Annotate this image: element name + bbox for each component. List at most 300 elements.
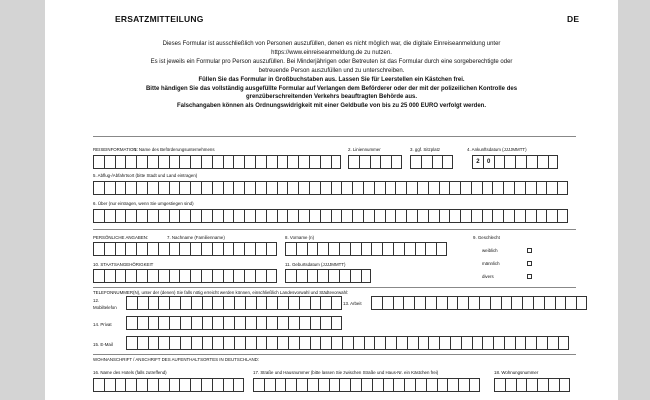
char-box bbox=[93, 155, 104, 169]
char-box bbox=[461, 336, 472, 350]
char-box bbox=[158, 242, 169, 256]
char-box bbox=[136, 209, 147, 223]
char-box bbox=[169, 242, 180, 256]
char-box bbox=[328, 269, 339, 283]
char-box bbox=[503, 209, 514, 223]
char-box bbox=[147, 209, 158, 223]
private-phone-label: 14. Privat bbox=[93, 322, 112, 327]
char-box bbox=[331, 296, 342, 310]
char-box bbox=[490, 296, 501, 310]
char-box bbox=[125, 378, 136, 392]
char-box bbox=[436, 242, 447, 256]
char-box bbox=[391, 155, 402, 169]
char-box bbox=[361, 378, 372, 392]
char-box bbox=[201, 269, 212, 283]
char-box bbox=[339, 269, 350, 283]
gender-female-label: weiblich bbox=[482, 248, 498, 253]
char-box bbox=[410, 155, 421, 169]
char-box bbox=[339, 378, 350, 392]
arrival-date-input[interactable] bbox=[472, 155, 558, 169]
char-box bbox=[341, 181, 352, 195]
char-box bbox=[296, 242, 307, 256]
char-box bbox=[244, 269, 255, 283]
char-box bbox=[244, 209, 255, 223]
char-box bbox=[382, 242, 393, 256]
char-box bbox=[437, 378, 448, 392]
char-box bbox=[426, 378, 437, 392]
gender-diverse-checkbox[interactable] bbox=[527, 274, 532, 279]
char-box bbox=[115, 269, 126, 283]
char-box bbox=[460, 209, 471, 223]
char-box bbox=[266, 269, 277, 283]
char-box bbox=[201, 181, 212, 195]
gender-male-checkbox[interactable] bbox=[527, 261, 532, 266]
char-box bbox=[266, 336, 277, 350]
char-box bbox=[190, 155, 201, 169]
char-box bbox=[93, 209, 104, 223]
char-box bbox=[179, 378, 190, 392]
char-box bbox=[514, 181, 525, 195]
char-box bbox=[298, 209, 309, 223]
char-box bbox=[393, 242, 404, 256]
transfer-input[interactable] bbox=[93, 209, 568, 223]
char-box bbox=[522, 296, 533, 310]
char-box bbox=[296, 378, 307, 392]
char-box bbox=[191, 316, 202, 330]
char-box bbox=[223, 155, 234, 169]
char-box bbox=[158, 269, 169, 283]
char-box bbox=[158, 155, 169, 169]
char-box bbox=[504, 336, 515, 350]
char-box bbox=[136, 181, 147, 195]
char-box bbox=[492, 181, 503, 195]
char-box bbox=[525, 209, 536, 223]
char-box bbox=[180, 316, 191, 330]
char-box bbox=[180, 336, 191, 350]
char-box bbox=[471, 209, 482, 223]
char-box bbox=[504, 155, 515, 169]
char-box bbox=[190, 378, 201, 392]
char-box bbox=[557, 181, 568, 195]
char-box bbox=[233, 155, 244, 169]
char-box bbox=[310, 316, 321, 330]
char-box bbox=[359, 155, 370, 169]
char-box bbox=[482, 209, 493, 223]
char-box bbox=[374, 181, 385, 195]
char-box bbox=[320, 181, 331, 195]
section-person-label: PERSÖNLICHE ANGABEN: bbox=[93, 235, 149, 240]
char-box bbox=[201, 155, 212, 169]
char-box bbox=[233, 378, 244, 392]
char-box bbox=[285, 269, 296, 283]
char-box bbox=[190, 242, 201, 256]
departure-input[interactable] bbox=[93, 181, 568, 195]
char-box bbox=[233, 269, 244, 283]
char-box bbox=[404, 378, 415, 392]
char-box bbox=[180, 296, 191, 310]
char-box bbox=[244, 155, 255, 169]
char-box bbox=[148, 316, 159, 330]
char-box bbox=[169, 181, 180, 195]
street-input[interactable] bbox=[253, 378, 480, 392]
char-box bbox=[385, 181, 396, 195]
char-box bbox=[245, 316, 256, 330]
char-box bbox=[299, 296, 310, 310]
date-digit: 2 bbox=[472, 155, 483, 169]
char-box bbox=[350, 269, 361, 283]
email-input[interactable] bbox=[126, 336, 569, 350]
char-box bbox=[331, 336, 342, 350]
char-box bbox=[234, 296, 245, 310]
char-box bbox=[371, 242, 382, 256]
char-box bbox=[223, 242, 234, 256]
char-box bbox=[190, 269, 201, 283]
char-box bbox=[342, 336, 353, 350]
hotel-input[interactable] bbox=[93, 378, 244, 392]
char-box bbox=[296, 269, 307, 283]
section-reise-label: REISEINFORMATION: bbox=[93, 147, 138, 152]
char-box bbox=[352, 209, 363, 223]
char-box bbox=[547, 336, 558, 350]
char-box bbox=[287, 181, 298, 195]
char-box bbox=[255, 242, 266, 256]
char-box bbox=[125, 242, 136, 256]
char-box bbox=[169, 378, 180, 392]
char-box bbox=[536, 181, 547, 195]
char-box bbox=[233, 181, 244, 195]
char-box bbox=[104, 269, 115, 283]
char-box bbox=[115, 181, 126, 195]
char-box bbox=[288, 296, 299, 310]
char-box bbox=[436, 296, 447, 310]
char-box bbox=[179, 269, 190, 283]
char-box bbox=[201, 209, 212, 223]
char-box bbox=[266, 242, 277, 256]
char-box bbox=[266, 181, 277, 195]
char-box bbox=[277, 296, 288, 310]
char-box bbox=[115, 378, 126, 392]
char-box bbox=[468, 296, 479, 310]
form-title: ERSATZMITTEILUNG bbox=[115, 14, 204, 24]
char-box bbox=[201, 242, 212, 256]
char-box bbox=[417, 181, 428, 195]
char-box bbox=[421, 155, 432, 169]
char-box bbox=[307, 269, 318, 283]
char-box bbox=[406, 181, 417, 195]
line-number-input[interactable] bbox=[348, 155, 402, 169]
char-box bbox=[515, 155, 526, 169]
char-box bbox=[202, 316, 213, 330]
char-box bbox=[104, 181, 115, 195]
seat-label: 3. ggf. Sitzplatz bbox=[410, 147, 441, 152]
section-divider bbox=[93, 287, 576, 288]
char-box bbox=[179, 181, 190, 195]
char-box bbox=[126, 316, 137, 330]
char-box bbox=[212, 242, 223, 256]
char-box bbox=[382, 296, 393, 310]
char-box bbox=[537, 378, 548, 392]
char-box bbox=[115, 242, 126, 256]
intro-line-bold: Falschangaben können als Ordnungswidrigkeit mit einer Geldbuße von bis zu 25 000 EURO verfolgt werden. bbox=[176, 103, 487, 110]
char-box bbox=[449, 209, 460, 223]
departure-label: 5. Abflug-/Abfahrtsort (bitte Stadt und Land eintragen) bbox=[93, 173, 198, 178]
char-box bbox=[514, 209, 525, 223]
char-box bbox=[428, 181, 439, 195]
char-box bbox=[266, 155, 277, 169]
char-box bbox=[147, 181, 158, 195]
char-box bbox=[331, 209, 342, 223]
char-box bbox=[516, 378, 527, 392]
char-box bbox=[234, 316, 245, 330]
char-box bbox=[223, 378, 234, 392]
char-box bbox=[406, 209, 417, 223]
char-box bbox=[136, 378, 147, 392]
char-box bbox=[318, 378, 329, 392]
char-box bbox=[244, 242, 255, 256]
char-box bbox=[309, 155, 320, 169]
char-box bbox=[559, 378, 570, 392]
mobile-label: Mobiltelefon bbox=[93, 305, 117, 310]
char-box bbox=[310, 336, 321, 350]
char-box bbox=[158, 296, 169, 310]
char-box bbox=[202, 336, 213, 350]
char-box bbox=[169, 209, 180, 223]
char-box bbox=[396, 336, 407, 350]
char-box bbox=[525, 336, 536, 350]
char-box bbox=[298, 155, 309, 169]
char-box bbox=[525, 181, 536, 195]
char-box bbox=[223, 209, 234, 223]
char-box bbox=[348, 155, 359, 169]
char-box bbox=[310, 296, 321, 310]
char-box bbox=[329, 378, 340, 392]
char-box bbox=[339, 242, 350, 256]
char-box bbox=[147, 155, 158, 169]
intro-line: https://www.einreiseanmeldung.de zu nutzen. bbox=[271, 49, 392, 56]
char-box bbox=[374, 336, 385, 350]
char-box bbox=[546, 181, 557, 195]
char-box bbox=[320, 296, 331, 310]
char-box bbox=[266, 316, 277, 330]
char-box bbox=[169, 296, 180, 310]
char-box bbox=[169, 269, 180, 283]
gender-female-checkbox[interactable] bbox=[527, 248, 532, 253]
intro-line-bold: Bitte händigen Sie das vollständig ausgefüllte Formular auf Verlangen dem Beförderer oder der mit der polizeilichen Kontrolle des bbox=[145, 85, 518, 92]
char-box bbox=[288, 316, 299, 330]
char-box bbox=[158, 316, 169, 330]
char-box bbox=[158, 336, 169, 350]
char-box bbox=[147, 378, 158, 392]
char-box bbox=[126, 336, 137, 350]
char-box bbox=[256, 316, 267, 330]
mobile-input[interactable] bbox=[126, 296, 342, 310]
char-box bbox=[425, 242, 436, 256]
firstname-input[interactable] bbox=[285, 242, 447, 256]
char-box bbox=[125, 269, 136, 283]
char-box bbox=[148, 296, 159, 310]
char-box bbox=[341, 209, 352, 223]
char-box bbox=[403, 296, 414, 310]
char-box bbox=[331, 155, 342, 169]
char-box bbox=[385, 336, 396, 350]
char-box bbox=[383, 378, 394, 392]
char-box bbox=[363, 181, 374, 195]
hotel-label: 16. Name des Hotels (falls zutreffend) bbox=[93, 370, 167, 375]
char-box bbox=[191, 336, 202, 350]
char-box bbox=[417, 209, 428, 223]
arrival-date-label: 4. Ankunftsdatum (JJJJMMTT) bbox=[467, 147, 527, 152]
char-box bbox=[288, 336, 299, 350]
street-label: 17. Straße und Hausnummer (bitte lassen Sie zwischen Straße und Haus-Nr. ein Kästchen frei) bbox=[253, 370, 439, 375]
char-box bbox=[576, 296, 587, 310]
char-box bbox=[404, 242, 415, 256]
intro-line: Dieses Formular ist ausschließlich von Personen auszufüllen, denen es nicht möglich war, die digitale Einreiseanmeldung unter bbox=[162, 41, 501, 47]
char-box bbox=[285, 242, 296, 256]
apartment-input[interactable] bbox=[494, 378, 570, 392]
char-box bbox=[439, 336, 450, 350]
char-box bbox=[212, 316, 223, 330]
char-box bbox=[212, 269, 223, 283]
char-box bbox=[104, 209, 115, 223]
char-box bbox=[548, 155, 559, 169]
gender-diverse-label: divers bbox=[482, 274, 494, 279]
seat-input[interactable] bbox=[410, 155, 453, 169]
char-box bbox=[320, 316, 331, 330]
char-box bbox=[169, 316, 180, 330]
char-box bbox=[287, 155, 298, 169]
intro-line: betreuende Person auszufüllen und zu unterschreiben. bbox=[258, 67, 405, 74]
char-box bbox=[428, 336, 439, 350]
char-box bbox=[255, 209, 266, 223]
char-box bbox=[245, 336, 256, 350]
char-box bbox=[212, 181, 223, 195]
char-box bbox=[372, 378, 383, 392]
char-box bbox=[256, 296, 267, 310]
work-phone-input[interactable] bbox=[371, 296, 587, 310]
char-box bbox=[501, 296, 512, 310]
char-box bbox=[548, 378, 559, 392]
surname-label: 7. Nachname (Familienname) bbox=[167, 235, 225, 240]
char-box bbox=[264, 378, 275, 392]
section-divider bbox=[93, 229, 576, 230]
surname-input[interactable] bbox=[93, 242, 277, 256]
char-box bbox=[104, 378, 115, 392]
char-box bbox=[136, 242, 147, 256]
char-box bbox=[511, 296, 522, 310]
char-box bbox=[331, 181, 342, 195]
line-number-label: 2. Liniennummer bbox=[348, 147, 381, 152]
char-box bbox=[212, 336, 223, 350]
char-box bbox=[428, 209, 439, 223]
char-box bbox=[256, 336, 267, 350]
char-box bbox=[158, 378, 169, 392]
char-box bbox=[104, 242, 115, 256]
char-box bbox=[266, 296, 277, 310]
char-box bbox=[469, 378, 480, 392]
char-box bbox=[179, 242, 190, 256]
char-box bbox=[93, 181, 104, 195]
nationality-input[interactable] bbox=[93, 269, 277, 283]
char-box bbox=[190, 181, 201, 195]
char-box bbox=[447, 378, 458, 392]
char-box bbox=[458, 378, 469, 392]
char-box bbox=[439, 209, 450, 223]
char-box bbox=[460, 181, 471, 195]
char-box bbox=[137, 336, 148, 350]
char-box bbox=[136, 269, 147, 283]
char-box bbox=[147, 269, 158, 283]
char-box bbox=[526, 155, 537, 169]
char-box bbox=[352, 181, 363, 195]
char-box bbox=[432, 155, 443, 169]
char-box bbox=[414, 296, 425, 310]
char-box bbox=[223, 181, 234, 195]
char-box bbox=[191, 296, 202, 310]
char-box bbox=[158, 181, 169, 195]
char-box bbox=[223, 316, 234, 330]
gender-male-label: männlich bbox=[482, 261, 500, 266]
char-box bbox=[253, 378, 264, 392]
char-box bbox=[494, 155, 505, 169]
mobile-label-number: 12. bbox=[93, 298, 100, 303]
char-box bbox=[255, 181, 266, 195]
char-box bbox=[558, 336, 569, 350]
intro-line-bold: Füllen Sie das Formular in Großbuchstaben aus. Lassen Sie für Leerstellen ein Kästchen frei. bbox=[198, 76, 465, 83]
work-phone-label: 13. Arbeit bbox=[343, 301, 362, 306]
char-box bbox=[115, 209, 126, 223]
char-box bbox=[104, 155, 115, 169]
gender-label: 9. Geschlecht bbox=[473, 235, 500, 240]
char-box bbox=[425, 296, 436, 310]
char-box bbox=[472, 336, 483, 350]
char-box bbox=[275, 378, 286, 392]
carrier-name-input[interactable] bbox=[93, 155, 341, 169]
char-box bbox=[536, 336, 547, 350]
char-box bbox=[125, 155, 136, 169]
char-box bbox=[212, 296, 223, 310]
char-box bbox=[190, 209, 201, 223]
char-box bbox=[223, 336, 234, 350]
private-phone-input[interactable] bbox=[126, 316, 342, 330]
char-box bbox=[93, 242, 104, 256]
char-box bbox=[169, 155, 180, 169]
char-box bbox=[533, 296, 544, 310]
char-box bbox=[350, 242, 361, 256]
char-box bbox=[515, 336, 526, 350]
char-box bbox=[277, 181, 288, 195]
char-box bbox=[370, 155, 381, 169]
char-box bbox=[137, 316, 148, 330]
char-box bbox=[555, 296, 566, 310]
section-divider bbox=[93, 136, 576, 137]
char-box bbox=[457, 296, 468, 310]
char-box bbox=[223, 269, 234, 283]
char-box bbox=[546, 209, 557, 223]
char-box bbox=[418, 336, 429, 350]
char-box bbox=[557, 209, 568, 223]
char-box bbox=[536, 209, 547, 223]
email-label: 15. E-Mail bbox=[93, 342, 113, 347]
char-box bbox=[380, 155, 391, 169]
birthdate-input[interactable] bbox=[285, 269, 371, 283]
char-box bbox=[482, 336, 493, 350]
char-box bbox=[202, 296, 213, 310]
char-box bbox=[350, 378, 361, 392]
char-box bbox=[148, 336, 159, 350]
char-box bbox=[415, 242, 426, 256]
char-box bbox=[395, 181, 406, 195]
char-box bbox=[223, 296, 234, 310]
